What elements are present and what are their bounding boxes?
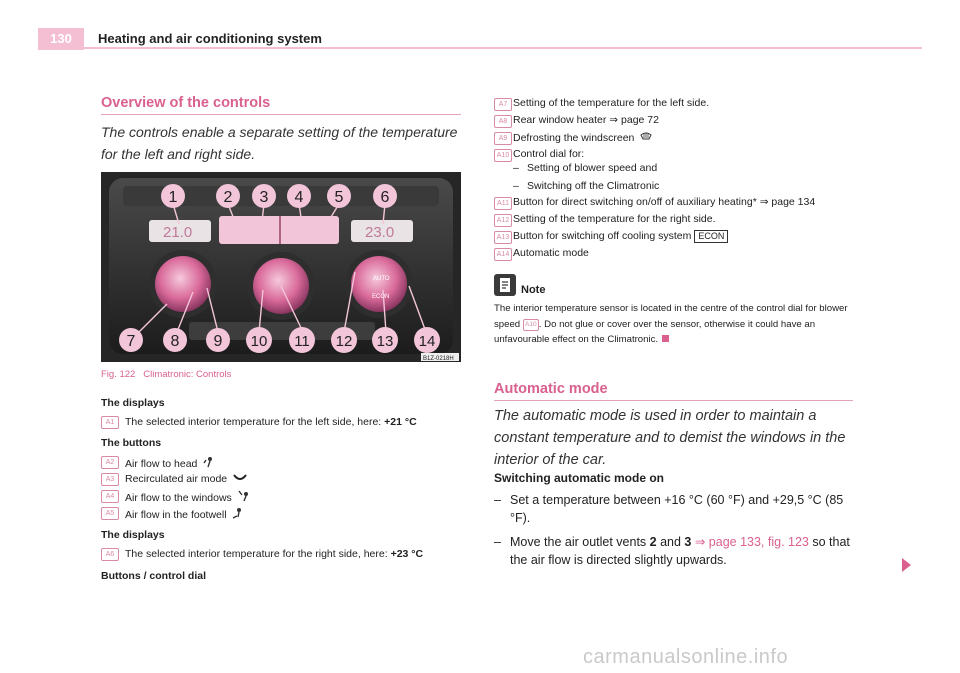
item-a6: [125, 548, 423, 560]
badge-a10: A10: [494, 149, 512, 162]
header-rule: [84, 47, 922, 49]
recirculation-icon: [233, 473, 247, 483]
econ-button-label: ECON: [372, 294, 390, 300]
item-a8: Rear window heater ⇒ page 72: [513, 114, 659, 126]
badge-a11: A11: [494, 197, 512, 210]
climatronic-panel-illustration: [101, 172, 461, 362]
item-a12: Setting of the temperature for the right side.: [513, 213, 716, 225]
step-2-part-c: so that the air flow is directed slightly upwards.: [510, 535, 850, 567]
subheading-switching-on: Switching automatic mode on: [494, 471, 665, 485]
auto-button-label: AUTO: [373, 276, 390, 282]
badge-a7: A7: [494, 98, 512, 111]
item-a9-text: Defrosting the windscreen: [513, 132, 635, 144]
callout-10: 10: [250, 333, 268, 350]
item-a3: [125, 473, 247, 485]
display-right-value: 23.0: [365, 224, 395, 241]
figure-caption-label: Fig. 122: [101, 369, 136, 380]
callout-14: 14: [418, 333, 436, 350]
item-a1-text: The selected interior temperature for the left side, here:: [125, 416, 385, 428]
badge-a1: A1: [101, 416, 119, 429]
item-a10: Control dial for:: [513, 148, 585, 160]
item-a1: [125, 416, 417, 428]
item-a11: Button for direct switching on/off of auxiliary heating* ⇒ page 134: [513, 196, 816, 208]
section-rule: [101, 114, 461, 115]
badge-a2: A2: [101, 456, 119, 469]
item-a5: [125, 507, 244, 521]
group-heading-displays: The displays: [101, 397, 165, 409]
item-a13-text: Button for switching off cooling system: [513, 230, 692, 242]
badge-a6: A6: [101, 548, 119, 561]
callout-6: 6: [380, 189, 390, 206]
section-lead-automatic: The automatic mode is used in order to maintain a constant temperature and to demist the windows in the interior of the car.: [494, 408, 846, 468]
step-1-text: Set a temperature between +16 °C (60 °F) and +29,5 °C (85 °F).: [510, 493, 844, 525]
vent-number-3: 3: [684, 535, 692, 549]
step-2-text: [510, 533, 856, 569]
sub-dash-2: –: [513, 180, 519, 192]
figure-caption: [101, 369, 231, 380]
section-title-overview: Overview of the controls: [101, 95, 271, 111]
callout-13: 13: [376, 333, 394, 350]
note-text-before: The interior temperature sensor is located in the centre of the control dial for blower speed: [494, 303, 848, 330]
sub-item-switch-off: Switching off the Climatronic: [527, 180, 660, 192]
note-icon: [494, 274, 516, 296]
callout-1: 1: [168, 189, 178, 206]
item-a2: [125, 456, 215, 470]
page-number: 130: [38, 28, 84, 50]
continue-arrow-icon: [902, 558, 911, 572]
group-heading-displays-2: The displays: [101, 529, 165, 541]
badge-a5: A5: [101, 507, 119, 520]
item-a4: [125, 490, 250, 504]
group-heading-buttons: The buttons: [101, 437, 162, 449]
note-text-after: . Do not glue or cover over the sensor, otherwise it could have an unfavourable effect on the Climatronic.: [494, 318, 816, 345]
step-1-dash: –: [494, 493, 501, 507]
sub-item-blower: Setting of blower speed and: [527, 162, 658, 174]
step-2-dash: –: [494, 535, 501, 549]
step-2-part-a: Move the air outlet vents: [510, 535, 650, 549]
item-a7: Setting of the temperature for the left side.: [513, 97, 710, 109]
button-divider: [279, 216, 281, 244]
callout-4: 4: [294, 189, 304, 206]
callout-11: 11: [294, 333, 310, 350]
figure-caption-text: Climatronic: Controls: [143, 369, 232, 380]
badge-a12: A12: [494, 214, 512, 227]
sub-dash-1: –: [513, 162, 519, 174]
badge-a14: A14: [494, 248, 512, 261]
section-rule-automatic: [494, 400, 853, 401]
figure-code: B1Z-0218H: [423, 356, 454, 362]
air-footwell-icon: [232, 507, 244, 519]
badge-a8: A8: [494, 115, 512, 128]
note-title: Note: [521, 284, 546, 296]
display-left-value: 21.0: [163, 224, 193, 241]
econ-label: ECON: [694, 230, 728, 243]
note-text: [494, 301, 854, 348]
climatronic-figure: [101, 172, 461, 362]
section-lead: The controls enable a separate setting of the temperature for the left and right side.: [101, 124, 458, 162]
item-a1-value: +21 °C: [384, 416, 417, 428]
callout-8: 8: [170, 333, 180, 350]
callout-7: 7: [126, 333, 136, 350]
note-glyph: [494, 274, 516, 296]
callout-9: 9: [213, 333, 223, 350]
air-head-icon: [203, 456, 215, 468]
end-mark-icon: [662, 335, 669, 342]
step-2-part-b: and: [656, 535, 685, 549]
page-reference-link[interactable]: ⇒ page 133, fig. 123: [691, 535, 809, 549]
watermark: carmanualsonline.info: [583, 646, 789, 668]
item-a9: [513, 131, 652, 144]
knob-left: [155, 256, 211, 312]
knob-right: [351, 256, 407, 312]
item-a6-value: +23 °C: [390, 548, 424, 560]
chapter-title: Heating and air conditioning system: [98, 31, 322, 46]
badge-a3: A3: [101, 473, 119, 486]
note-badge-a10: A10: [523, 319, 539, 331]
callout-5: 5: [334, 189, 344, 206]
section-title-automatic: Automatic mode: [494, 381, 608, 397]
item-a2-text: Air flow to head: [125, 458, 198, 470]
badge-a4: A4: [101, 490, 119, 503]
item-a3-text: Recirculated air mode: [125, 473, 228, 485]
item-a4-text: Air flow to the windows: [125, 492, 232, 504]
vent-number-2: 2: [649, 535, 657, 549]
badge-a13: A13: [494, 231, 512, 244]
group-heading-buttons-dial: Buttons / control dial: [101, 570, 206, 582]
item-a6-text: The selected interior temperature for the right side, here:: [125, 548, 391, 560]
defrost-icon: [640, 131, 652, 141]
callout-12: 12: [335, 333, 353, 350]
air-windows-icon: [238, 490, 250, 502]
badge-a9: A9: [494, 132, 512, 145]
callout-3: 3: [259, 189, 269, 206]
item-a5-text: Air flow in the footwell: [125, 509, 227, 521]
callout-2: 2: [223, 189, 233, 206]
item-a13: [513, 230, 728, 243]
item-a14: Automatic mode: [513, 247, 589, 259]
